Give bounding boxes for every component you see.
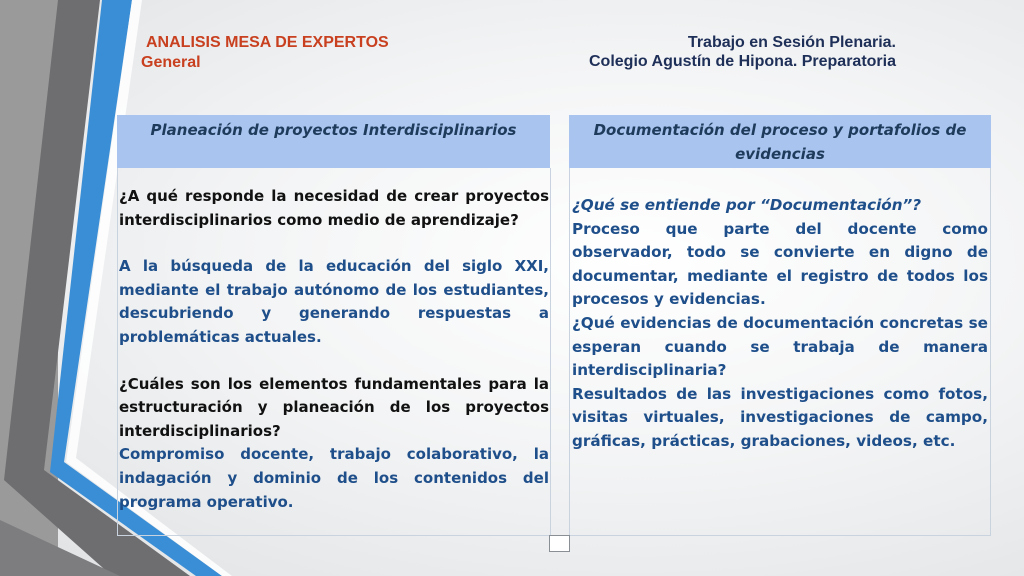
- header-subtitle: General: [141, 54, 201, 71]
- resize-handle[interactable]: [549, 535, 570, 552]
- answer-text: Proceso que parte del docente como observador, todo se convierte en digno de documentar, mediante el registro de todos los procesos y evidencias.: [572, 219, 988, 309]
- table-border: [990, 168, 991, 535]
- answer-text: ¿Qué evidencias de documentación concretas se esperan cuando se trabaja de manera interdisciplinaria?: [572, 313, 988, 380]
- school-label: Colegio Agustín de Hipona. Preparatoria: [589, 53, 896, 70]
- content-table: [117, 115, 991, 535]
- column-body-documentacion: [572, 194, 988, 454]
- question-text: ¿A qué responde la necesidad de crear proyectos interdisciplinarios como medio de aprendizaje?: [119, 187, 549, 229]
- session-label: Trabajo en Sesión Plenaria.: [687, 34, 896, 51]
- column-body-planeacion: [119, 185, 549, 514]
- answer-text: Resultados de las investigaciones como fotos, visitas virtuales, investigaciones de campo, gráficas, prácticas, grabaciones, videos, etc.: [572, 384, 988, 450]
- answer-text: Compromiso docente, trabajo colaborativo, la indagación y dominio de los contenidos del programa operativo.: [119, 445, 549, 511]
- header-title: ANALISIS MESA DE EXPERTOS: [146, 34, 389, 51]
- header-right: [589, 33, 896, 71]
- column-heading-documentacion: Documentación del proceso y portafolios de evidencias: [569, 115, 991, 168]
- table-border: [569, 168, 570, 535]
- question-text: ¿Qué se entiende por “Documentación”?: [572, 196, 922, 214]
- question-text: ¿Cuáles son los elementos fundamentales para la estructuración y planeación de los proyectos interdisciplinarios?: [119, 374, 549, 440]
- column-heading-planeacion: Planeación de proyectos Interdisciplinarios: [117, 115, 550, 168]
- table-border: [550, 168, 551, 535]
- answer-text: A la búsqueda de la educación del siglo XXI, mediante el trabajo autónomo de los estudiantes, descubriendo y generando respuestas a problemáticas actuales.: [119, 257, 549, 346]
- table-border: [117, 168, 118, 535]
